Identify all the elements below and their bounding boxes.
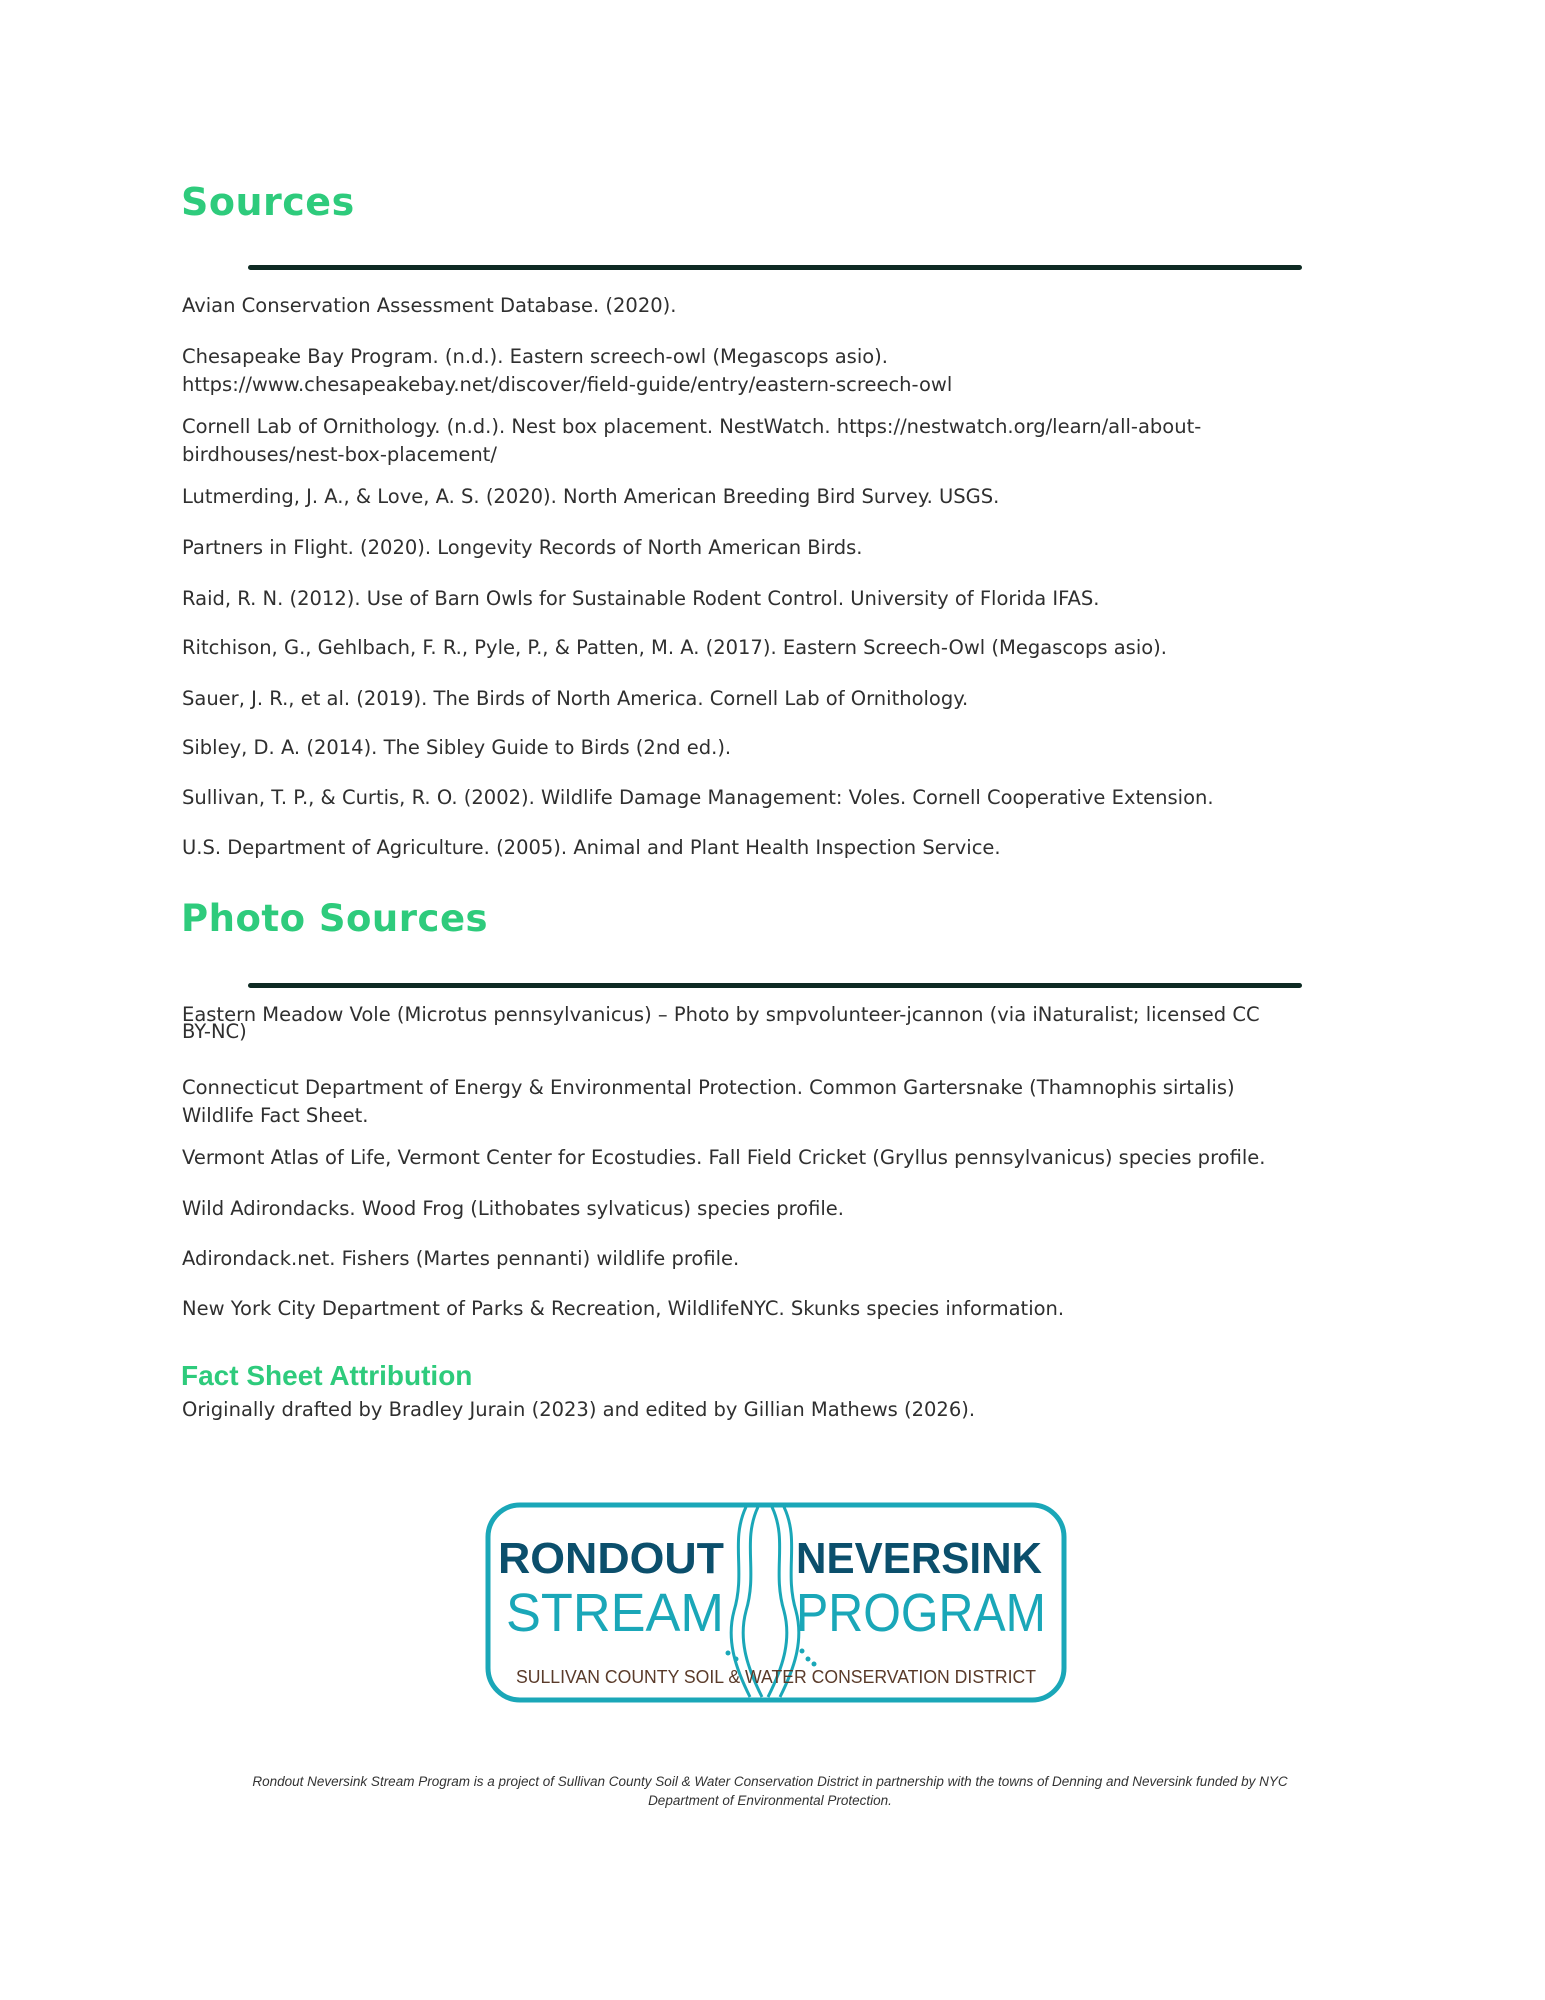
source-item-url: https://www.chesapeakebay.net/discover/field-guide/entry/eastern-screech-owl (182, 373, 953, 396)
source-item: Raid, R. N. (2012). Use of Barn Owls for Sustainable Rodent Control. University of Florida IFAS. (182, 587, 1100, 610)
photo-source-item: Adirondack.net. Fishers (Martes pennanti) wildlife profile. (182, 1247, 740, 1270)
logo-word-program: PROGRAM (796, 1583, 1046, 1643)
logo-tagline: SULLIVAN COUNTY SOIL & WATER CONSERVATION DISTRICT (516, 1667, 1036, 1687)
attribution-text: Originally drafted by Bradley Jurain (2023) and edited by Gillian Mathews (2026). (182, 1398, 976, 1421)
sources-heading: Sources (181, 180, 355, 224)
source-item: Lutmerding, J. A., & Love, A. S. (2020). North American Breeding Bird Survey. USGS. (182, 485, 1000, 508)
source-item-continued: birdhouses/nest-box-placement/ (182, 443, 497, 466)
footer-note (190, 1772, 1350, 1810)
logo-word-rondout: RONDOUT (498, 1534, 725, 1583)
photo-source-item-continued: Wildlife Fact Sheet. (182, 1104, 369, 1127)
photo-source-item: New York City Department of Parks & Recreation, WildlifeNYC. Skunks species information. (182, 1297, 1065, 1320)
photo-source-item: Wild Adirondacks. Wood Frog (Lithobates sylvaticus) species profile. (182, 1197, 844, 1220)
source-item: U.S. Department of Agriculture. (2005). Animal and Plant Health Inspection Service. (182, 836, 1001, 859)
rondout-neversink-logo (484, 1501, 1068, 1704)
source-item: Ritchison, G., Gehlbach, F. R., Pyle, P., & Patten, M. A. (2017). Eastern Screech-Owl (Megascops asio). (182, 636, 1167, 659)
fact-sheet-attribution-heading: Fact Sheet Attribution (181, 1360, 473, 1391)
footer-note-line-1: Rondout Neversink Stream Program is a project of Sullivan County Soil & Water Conservation District in partnership with the towns of Denning and Neversink funded by NYC (252, 1774, 1288, 1789)
source-item: Cornell Lab of Ornithology. (n.d.). Nest box placement. NestWatch. https://nestwatch.org/learn/all-about- (182, 415, 1202, 438)
source-item: Partners in Flight. (2020). Longevity Records of North American Birds. (182, 536, 863, 559)
photo-source-item: Vermont Atlas of Life, Vermont Center for Ecostudies. Fall Field Cricket (Gryllus pennsylvanicus) species profile. (182, 1146, 1266, 1169)
photo-source-item: Eastern Meadow Vole (Microtus pennsylvanicus) – Photo by smpvolunteer-jcannon (via iNaturalist; licensed CC (182, 1003, 1260, 1026)
photo-sources-divider (248, 983, 1302, 988)
photo-source-item: Connecticut Department of Energy & Environmental Protection. Common Gartersnake (Thamnophis sirtalis) (182, 1076, 1235, 1099)
photo-source-item-continued: BY-NC) (182, 1020, 247, 1043)
sources-divider (248, 265, 1302, 270)
source-item: Sibley, D. A. (2014). The Sibley Guide to Birds (2nd ed.). (182, 736, 732, 759)
footer-note-line-2: Department of Environmental Protection. (648, 1793, 892, 1808)
source-item: Sauer, J. R., et al. (2019). The Birds of North America. Cornell Lab of Ornithology. (182, 687, 969, 710)
logo-word-stream: STREAM (506, 1583, 724, 1643)
logo-word-neversink: NEVERSINK (796, 1534, 1043, 1583)
source-item: Sullivan, T. P., & Curtis, R. O. (2002). Wildlife Damage Management: Voles. Cornell Cooperative Extension. (182, 786, 1214, 809)
source-item: Chesapeake Bay Program. (n.d.). Eastern screech-owl (Megascops asio). (182, 345, 888, 368)
photo-sources-heading: Photo Sources (181, 897, 489, 940)
source-item: Avian Conservation Assessment Database. (2020). (182, 294, 677, 317)
